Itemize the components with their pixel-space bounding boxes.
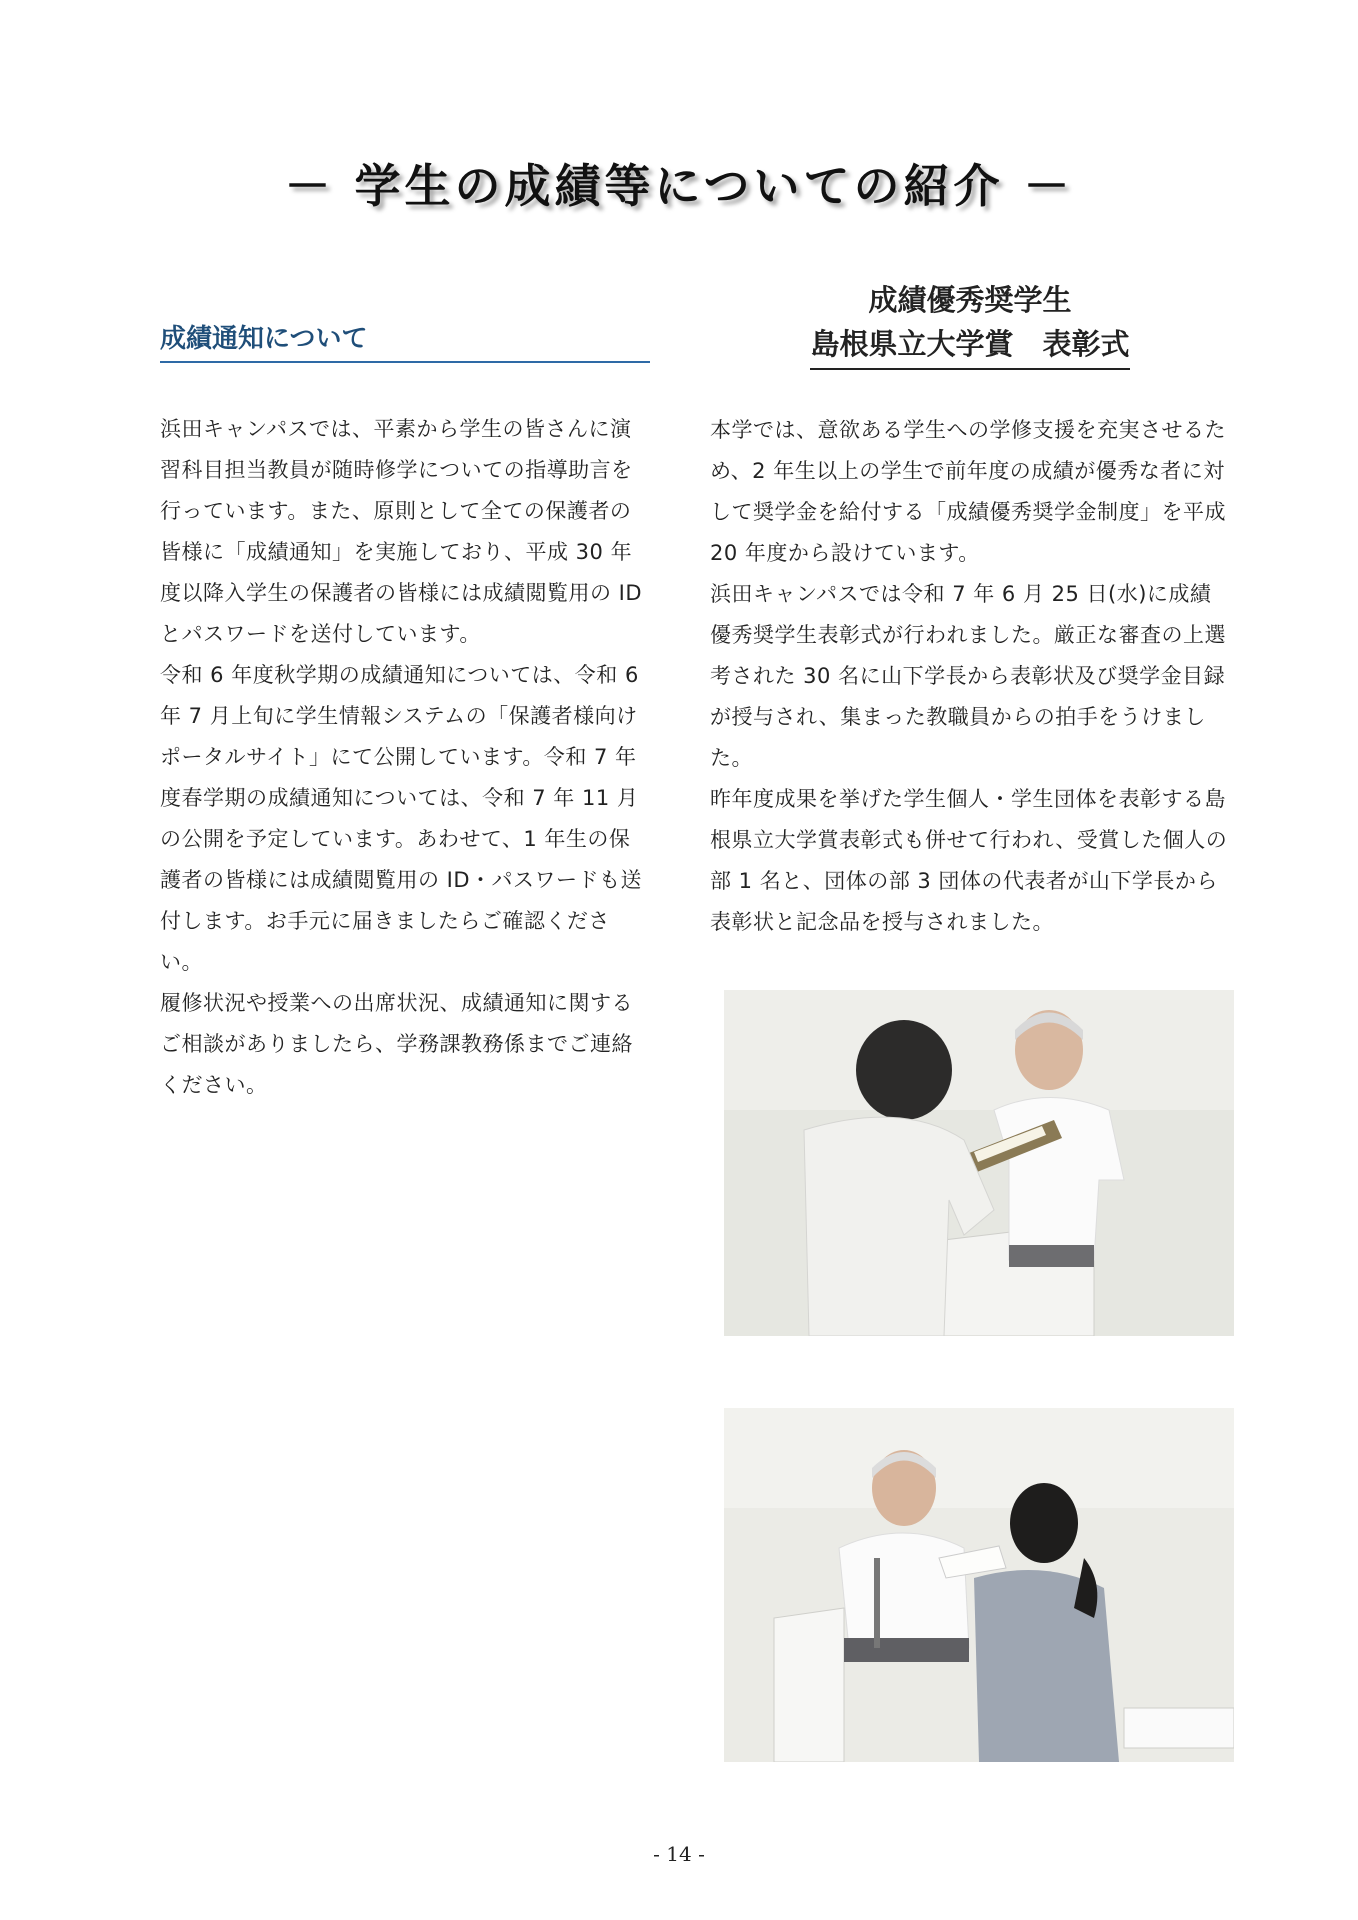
paragraph: 履修状況や授業への出席状況、成績通知に関するご相談がありましたら、学務課教務係までご連絡ください。 — [160, 991, 633, 1097]
paragraph: 昨年度成果を挙げた学生個人・学生団体を表彰する島根県立大学賞表彰式も併せて行われ、受賞した個人の部 1 名と、団体の部 3 団体の代表者が山下学長から表彰状と記念品を授与されました。 — [710, 787, 1228, 934]
award-body — [710, 410, 1230, 943]
right-column — [710, 278, 1230, 943]
paragraph: 本学では、意欲ある学生への学修支援を充実させるため、2 年生以上の学生で前年度の成績が優秀な者に対して奨学金を給付する「成績優秀奨学金制度」を平成 20 年度から設けています。 — [710, 418, 1226, 565]
grade-notice-body — [160, 409, 650, 1106]
ceremony-photo-2 — [724, 1408, 1234, 1762]
award-heading-line1: 成績優秀奨学生 — [868, 283, 1072, 317]
paragraph: 浜田キャンパスでは、平素から学生の皆さんに演習科目担当教員が随時修学についての指導助言を行っています。また、原則として全ての保護者の皆様に「成績通知」を実施しており、平成 30 年度以降入学生の保護者の皆様には成績閲覧用の ID とパスワードを送付しています。 — [160, 417, 643, 646]
award-heading-line2: 島根県立大学賞 表彰式 — [810, 322, 1129, 370]
page-title: － 学生の成績等についての紹介 － — [284, 159, 1074, 213]
left-column — [160, 318, 650, 1106]
page-number: - 14 - — [653, 1842, 705, 1866]
paragraph: 浜田キャンパスでは令和 7 年 6 月 25 日(水)に成績優秀奨学生表彰式が行われました。厳正な審査の上選考された 30 名に山下学長から表彰状及び奨学金目録が授与され、集まった教職員からの拍手をうけました。 — [710, 582, 1226, 770]
award-heading — [710, 278, 1230, 370]
ceremony-photo-1 — [724, 990, 1234, 1336]
section-heading-grade-notice: 成績通知について — [160, 318, 650, 363]
paragraph: 令和 6 年度秋学期の成績通知については、令和 6 年 7 月上旬に学生情報システムの「保護者様向けポータルサイト」にて公開しています。令和 7 年度春学期の成績通知については、令和 7 年 11 月の公開を予定しています。あわせて、1 年生の保護者の皆様には成績閲覧用の ID・パスワードも送付します。お手元に届きましたらご確認ください。 — [160, 663, 643, 974]
